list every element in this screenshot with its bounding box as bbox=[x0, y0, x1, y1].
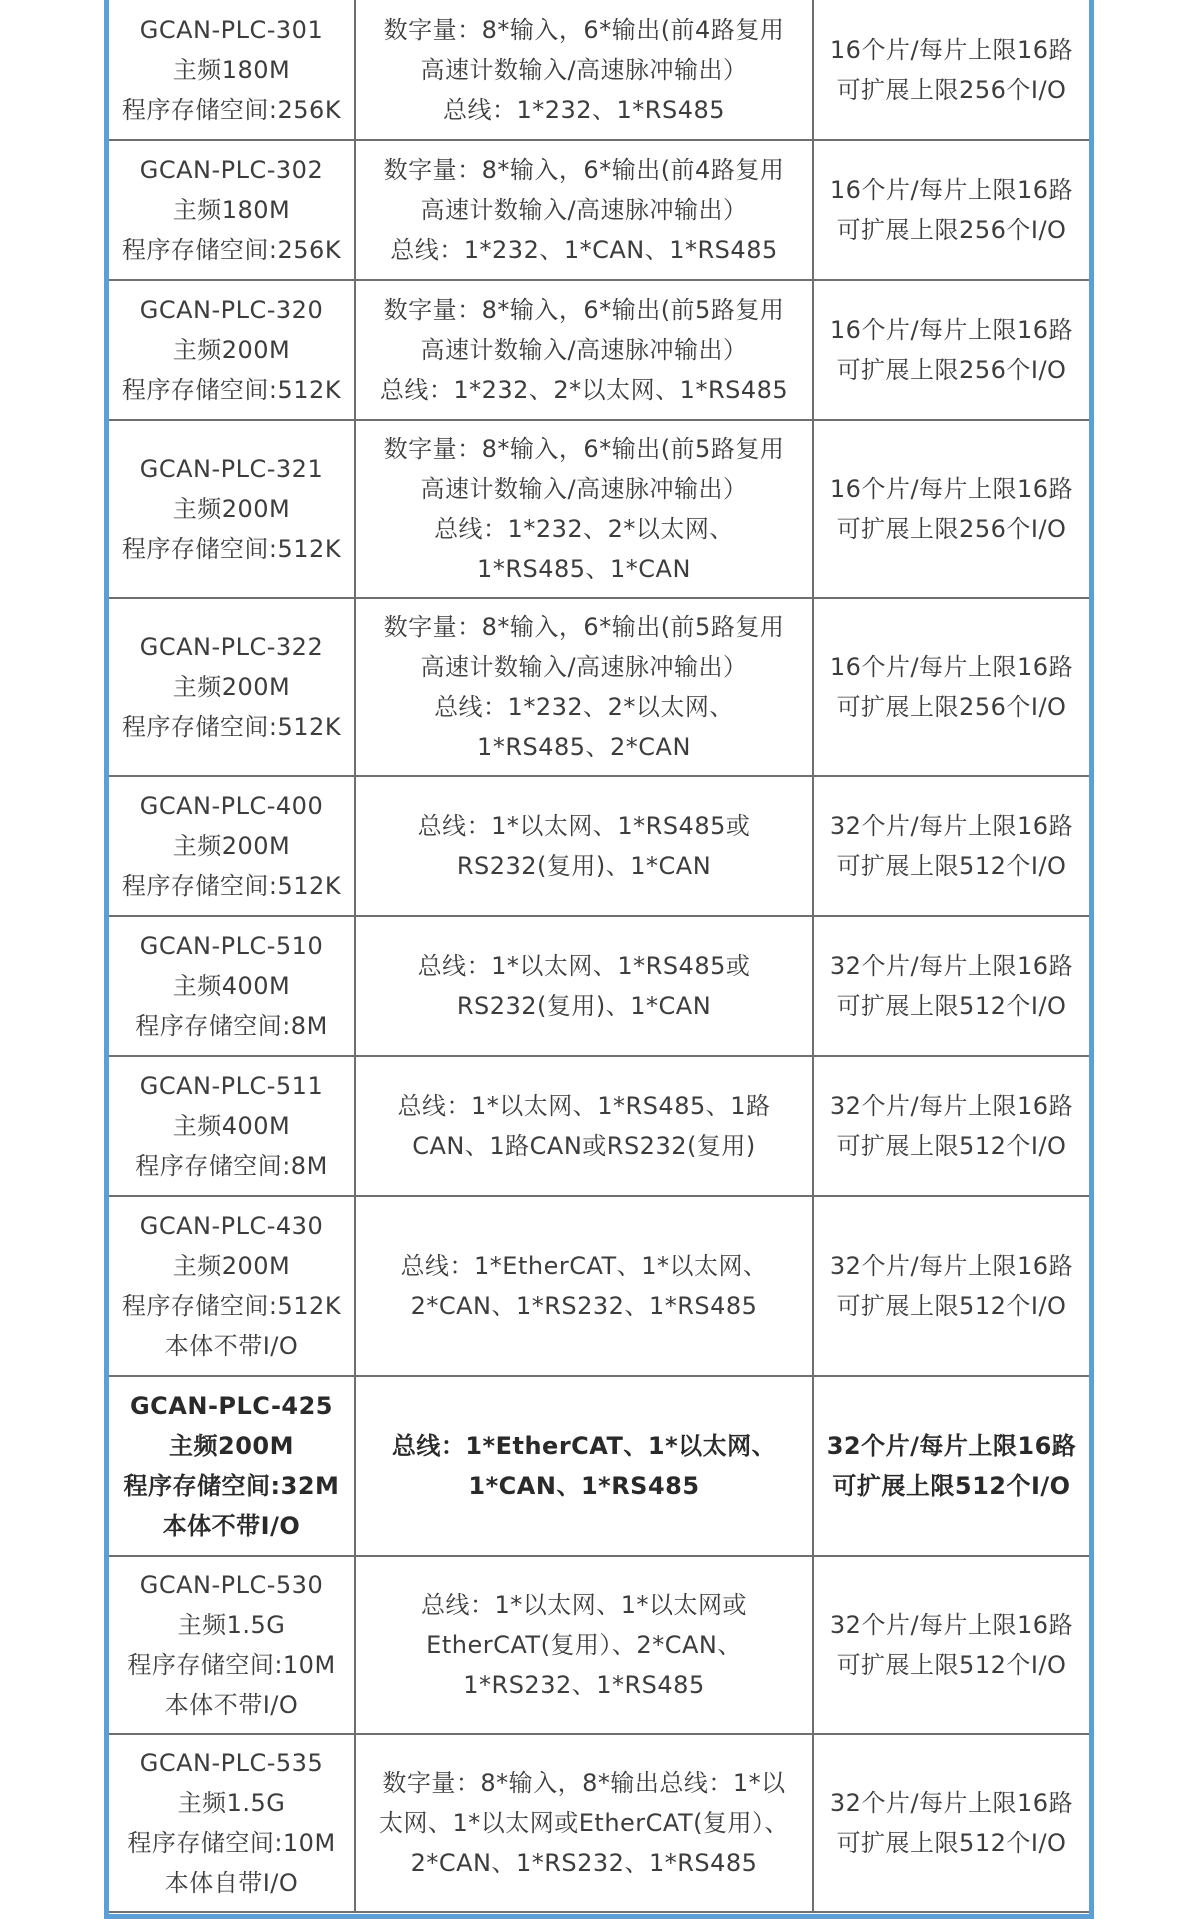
table-row bbox=[109, 916, 1089, 1056]
expansion-cell-line: 可扩展上限256个I/O bbox=[836, 515, 1067, 543]
io-bus-cell-line: CAN、1路CAN或RS232(复用) bbox=[412, 1132, 756, 1160]
model-cell-line: 主频400M bbox=[172, 972, 291, 1000]
io-bus-cell-line: 数字量：8*输入，8*输出总线：1*以 bbox=[382, 1769, 786, 1797]
io-bus-cell bbox=[355, 420, 813, 598]
model-cell-line: 程序存储空间:512K bbox=[121, 535, 342, 563]
io-bus-cell-line: 1*CAN、1*RS485 bbox=[468, 1472, 700, 1500]
io-bus-cell-line: 高速计数输入/高速脉冲输出） bbox=[420, 196, 748, 224]
model-cell-line: 主频200M bbox=[172, 495, 291, 523]
expansion-cell-line: 可扩展上限256个I/O bbox=[836, 75, 1067, 104]
io-bus-cell-line: 总线：1*232、2*以太网、 bbox=[434, 515, 734, 543]
io-bus-cell bbox=[355, 140, 813, 280]
io-bus-cell-line: 1*RS232、1*RS485 bbox=[463, 1671, 705, 1699]
model-cell-line: GCAN-PLC-301 bbox=[139, 15, 324, 44]
io-bus-cell bbox=[355, 916, 813, 1056]
io-bus-cell-line: RS232(复用)、1*CAN bbox=[456, 992, 712, 1020]
expansion-cell-line: 可扩展上限256个I/O bbox=[836, 693, 1067, 721]
expansion-cell-line: 可扩展上限512个I/O bbox=[836, 852, 1067, 880]
expansion-cell bbox=[813, 598, 1089, 776]
model-cell-line: 主频180M bbox=[172, 55, 291, 84]
model-cell-line: GCAN-PLC-535 bbox=[139, 1749, 324, 1777]
io-bus-cell-line: EtherCAT(复用）、2*CAN、 bbox=[426, 1631, 742, 1659]
model-cell bbox=[109, 1056, 355, 1196]
table-row bbox=[109, 1196, 1089, 1376]
expansion-cell bbox=[813, 1196, 1089, 1376]
model-cell-line: 主频180M bbox=[172, 196, 291, 224]
io-bus-cell-line: 1*RS485、2*CAN bbox=[477, 733, 691, 761]
model-cell bbox=[109, 420, 355, 598]
io-bus-cell-line: 高速计数输入/高速脉冲输出） bbox=[420, 475, 748, 503]
io-bus-cell-line: RS232(复用)、1*CAN bbox=[456, 852, 712, 880]
model-cell-line: GCAN-PLC-530 bbox=[139, 1571, 324, 1599]
io-bus-cell-line: 高速计数输入/高速脉冲输出） bbox=[420, 55, 748, 84]
model-cell-line: GCAN-PLC-430 bbox=[139, 1212, 324, 1240]
expansion-cell bbox=[813, 1376, 1089, 1556]
model-cell-line: GCAN-PLC-510 bbox=[139, 932, 324, 960]
spec-table-body bbox=[109, 0, 1089, 1912]
model-cell-line: 主频200M bbox=[172, 673, 291, 701]
expansion-cell-line: 可扩展上限256个I/O bbox=[836, 216, 1067, 244]
expansion-cell-line: 32个片/每片上限16路 bbox=[829, 952, 1074, 980]
io-bus-cell-line: 数字量：8*输入，6*输出(前4路复用 bbox=[383, 15, 785, 44]
table-row bbox=[109, 598, 1089, 776]
model-cell-line: GCAN-PLC-322 bbox=[139, 633, 324, 661]
model-cell-line: 主频200M bbox=[172, 1252, 291, 1280]
model-cell bbox=[109, 1376, 355, 1556]
io-bus-cell bbox=[355, 280, 813, 420]
model-cell-line: GCAN-PLC-425 bbox=[129, 1392, 334, 1420]
table-row bbox=[109, 280, 1089, 420]
io-bus-cell-line: 数字量：8*输入，6*输出(前5路复用 bbox=[383, 296, 785, 324]
model-cell-line: GCAN-PLC-321 bbox=[139, 455, 324, 483]
io-bus-cell-line: 高速计数输入/高速脉冲输出） bbox=[420, 336, 748, 364]
model-cell-line: 程序存储空间:256K bbox=[121, 236, 342, 264]
model-cell-line: 程序存储空间:32M bbox=[123, 1472, 340, 1500]
expansion-cell-line: 可扩展上限512个I/O bbox=[836, 992, 1067, 1020]
expansion-cell-line: 16个片/每片上限16路 bbox=[829, 653, 1074, 681]
io-bus-cell-line: 2*CAN、1*RS232、1*RS485 bbox=[410, 1849, 758, 1877]
io-bus-cell bbox=[355, 1376, 813, 1556]
io-bus-cell-line: 总线：1*232、1*CAN、1*RS485 bbox=[390, 236, 778, 264]
model-cell-line: 程序存储空间:512K bbox=[121, 1292, 342, 1320]
model-cell-line: 主频1.5G bbox=[177, 1611, 286, 1639]
expansion-cell-line: 32个片/每片上限16路 bbox=[829, 812, 1074, 840]
model-cell bbox=[109, 1556, 355, 1734]
expansion-cell-line: 16个片/每片上限16路 bbox=[829, 316, 1074, 344]
io-bus-cell bbox=[355, 1056, 813, 1196]
expansion-cell-line: 可扩展上限512个I/O bbox=[836, 1829, 1067, 1857]
spec-table-frame bbox=[104, 0, 1094, 1919]
model-cell-line: 主频200M bbox=[172, 832, 291, 860]
model-cell-line: 本体自带I/O bbox=[164, 1869, 299, 1897]
io-bus-cell bbox=[355, 1556, 813, 1734]
io-bus-cell-line: 总线：1*EtherCAT、1*以太网、 bbox=[400, 1252, 768, 1280]
model-cell-line: GCAN-PLC-400 bbox=[139, 792, 324, 820]
expansion-cell bbox=[813, 420, 1089, 598]
model-cell-line: 程序存储空间:10M bbox=[127, 1651, 336, 1679]
model-cell-line: 程序存储空间:512K bbox=[121, 376, 342, 404]
io-bus-cell-line: 总线：1*以太网、1*RS485或 bbox=[417, 952, 751, 980]
io-bus-cell bbox=[355, 776, 813, 916]
io-bus-cell-line: 总线：1*232、2*以太网、 bbox=[434, 693, 734, 721]
expansion-cell-line: 16个片/每片上限16路 bbox=[829, 475, 1074, 503]
model-cell-line: 程序存储空间:8M bbox=[135, 1152, 328, 1180]
expansion-cell bbox=[813, 140, 1089, 280]
io-bus-cell-line: 总线：1*EtherCAT、1*以太网、 bbox=[391, 1432, 777, 1460]
table-row bbox=[109, 420, 1089, 598]
expansion-cell-line: 32个片/每片上限16路 bbox=[826, 1432, 1077, 1460]
io-bus-cell-line: 数字量：8*输入，6*输出(前4路复用 bbox=[383, 156, 785, 184]
expansion-cell bbox=[813, 776, 1089, 916]
model-cell-line: GCAN-PLC-511 bbox=[139, 1072, 324, 1100]
table-row bbox=[109, 1556, 1089, 1734]
model-cell bbox=[109, 1734, 355, 1912]
expansion-cell bbox=[813, 280, 1089, 420]
model-cell-line: 本体不带I/O bbox=[164, 1332, 299, 1360]
io-bus-cell-line: 总线：1*以太网、1*RS485、1路 bbox=[397, 1092, 771, 1120]
model-cell-line: 主频200M bbox=[169, 1432, 294, 1460]
expansion-cell-line: 可扩展上限512个I/O bbox=[832, 1472, 1071, 1500]
expansion-cell-line: 32个片/每片上限16路 bbox=[829, 1252, 1074, 1280]
io-bus-cell-line: 1*RS485、1*CAN bbox=[477, 555, 691, 583]
model-cell bbox=[109, 916, 355, 1056]
model-cell-line: 程序存储空间:8M bbox=[135, 1012, 328, 1040]
table-row bbox=[109, 776, 1089, 916]
model-cell-line: GCAN-PLC-302 bbox=[139, 156, 324, 184]
expansion-cell-line: 可扩展上限512个I/O bbox=[836, 1292, 1067, 1320]
model-cell-line: 程序存储空间:10M bbox=[127, 1829, 336, 1857]
model-cell bbox=[109, 776, 355, 916]
table-row bbox=[109, 1056, 1089, 1196]
table-row bbox=[109, 140, 1089, 280]
expansion-cell-line: 可扩展上限512个I/O bbox=[836, 1132, 1067, 1160]
expansion-cell-line: 32个片/每片上限16路 bbox=[829, 1092, 1074, 1120]
model-cell-line: 主频1.5G bbox=[177, 1789, 286, 1817]
model-cell bbox=[109, 0, 355, 140]
expansion-cell-line: 32个片/每片上限16路 bbox=[829, 1611, 1074, 1639]
expansion-cell-line: 可扩展上限256个I/O bbox=[836, 356, 1067, 384]
io-bus-cell-line: 2*CAN、1*RS232、1*RS485 bbox=[410, 1292, 758, 1320]
expansion-cell bbox=[813, 1056, 1089, 1196]
expansion-cell bbox=[813, 1556, 1089, 1734]
table-row bbox=[109, 1376, 1089, 1556]
io-bus-cell bbox=[355, 1196, 813, 1376]
io-bus-cell-line: 总线：1*232、2*以太网、1*RS485 bbox=[379, 376, 789, 404]
model-cell bbox=[109, 598, 355, 776]
io-bus-cell bbox=[355, 598, 813, 776]
io-bus-cell-line: 总线：1*232、1*RS485 bbox=[442, 95, 726, 124]
io-bus-cell-line: 数字量：8*输入，6*输出(前5路复用 bbox=[383, 435, 785, 463]
model-cell-line: 程序存储空间:256K bbox=[121, 95, 342, 124]
io-bus-cell-line: 太网、1*以太网或EtherCAT(复用）、 bbox=[378, 1809, 790, 1837]
table-row bbox=[109, 0, 1089, 140]
model-cell-line: GCAN-PLC-320 bbox=[139, 296, 324, 324]
model-cell-line: 主频400M bbox=[172, 1112, 291, 1140]
expansion-cell-line: 16个片/每片上限16路 bbox=[829, 176, 1074, 204]
model-cell-line: 本体不带I/O bbox=[162, 1512, 301, 1540]
model-cell bbox=[109, 280, 355, 420]
io-bus-cell-line: 数字量：8*输入，6*输出(前5路复用 bbox=[383, 613, 785, 641]
io-bus-cell bbox=[355, 0, 813, 140]
expansion-cell bbox=[813, 0, 1089, 140]
io-bus-cell-line: 总线：1*以太网、1*RS485或 bbox=[417, 812, 751, 840]
model-cell-line: 程序存储空间:512K bbox=[121, 713, 342, 741]
model-cell-line: 本体不带I/O bbox=[164, 1691, 299, 1719]
table-row bbox=[109, 1734, 1089, 1912]
expansion-cell-line: 32个片/每片上限16路 bbox=[829, 1789, 1074, 1817]
plc-spec-table bbox=[109, 0, 1089, 1913]
model-cell-line: 主频200M bbox=[172, 336, 291, 364]
io-bus-cell bbox=[355, 1734, 813, 1912]
model-cell-line: 程序存储空间:512K bbox=[121, 872, 342, 900]
expansion-cell-line: 可扩展上限512个I/O bbox=[836, 1651, 1067, 1679]
expansion-cell bbox=[813, 1734, 1089, 1912]
io-bus-cell-line: 总线：1*以太网、1*以太网或 bbox=[420, 1591, 748, 1619]
model-cell bbox=[109, 1196, 355, 1376]
io-bus-cell-line: 高速计数输入/高速脉冲输出） bbox=[420, 653, 748, 681]
expansion-cell-line: 16个片/每片上限16路 bbox=[829, 35, 1074, 64]
model-cell bbox=[109, 140, 355, 280]
expansion-cell bbox=[813, 916, 1089, 1056]
